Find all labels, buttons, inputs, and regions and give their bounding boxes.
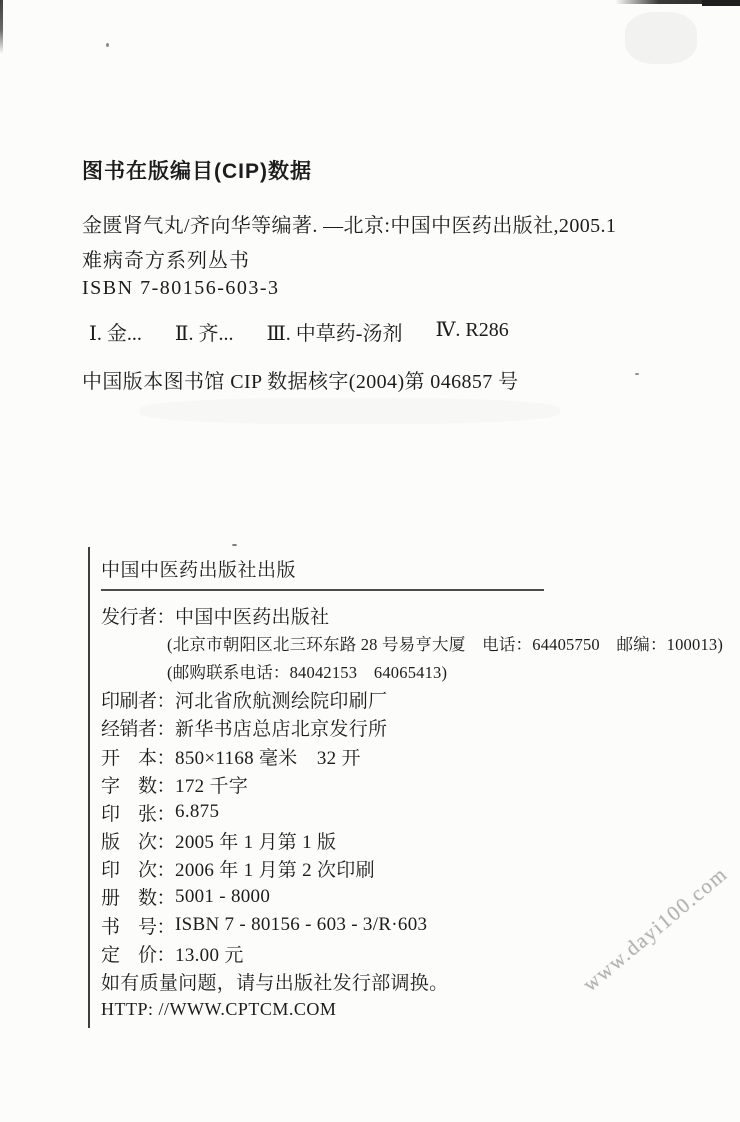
row-value: 172 千字 bbox=[175, 775, 249, 797]
row-value: 5001 - 8000 bbox=[175, 885, 271, 907]
cip-class-item-4: Ⅳ. R286 bbox=[435, 319, 509, 341]
scan-speck bbox=[232, 544, 237, 546]
row-value: ISBN 7 - 80156 - 603 - 3/R·603 bbox=[175, 914, 428, 936]
scan-artifact-top-right-blob bbox=[702, 0, 740, 6]
cip-class-item-2: Ⅱ. 齐... bbox=[174, 323, 234, 345]
scan-artifact-left-edge bbox=[0, 0, 3, 54]
row-value: 6.875 bbox=[175, 801, 220, 823]
row-value: 850×1168 毫米 32 开 bbox=[175, 747, 361, 769]
colophon-row-printer bbox=[101, 686, 588, 714]
colophon-row-seller bbox=[101, 714, 588, 742]
colophon-divider bbox=[101, 589, 544, 591]
colophon-row-quality-note bbox=[101, 967, 588, 995]
colophon-row-printing bbox=[101, 855, 588, 883]
colophon-row-address bbox=[167, 629, 724, 657]
scan-smudge bbox=[140, 398, 560, 424]
colophon-row-edition bbox=[101, 827, 588, 855]
row-value: 中国中医药出版社 bbox=[175, 606, 330, 628]
cip-description-line: 金匮肾气丸/齐向华等编著. —北京:中国中医药出版社,2005.1 bbox=[82, 215, 617, 237]
colophon-row-booknumber bbox=[101, 911, 588, 939]
cip-class-item-1: Ⅰ. 金... bbox=[89, 323, 142, 345]
cip-classification-line bbox=[89, 317, 509, 346]
row-value: 河北省欣航测绘院印刷厂 bbox=[175, 691, 388, 713]
row-text: (邮购联系电话：84042153 64065413) bbox=[167, 663, 448, 683]
row-label: 发行者： bbox=[101, 606, 176, 628]
row-value: 新华书店总店北京发行所 bbox=[175, 719, 388, 741]
row-text: 如有质量问题，请与出版社发行部调换。 bbox=[101, 973, 449, 995]
row-label: 版 次： bbox=[101, 832, 176, 854]
cip-isbn-line: ISBN 7-80156-603-3 bbox=[82, 277, 280, 299]
row-value: 2005 年 1 月第 1 版 bbox=[175, 832, 337, 854]
scan-speck bbox=[106, 43, 109, 47]
colophon-row-copies bbox=[101, 883, 588, 911]
row-text: (北京市朝阳区北三环东路 28 号易亨大厦 电话：64405750 邮编：100013) bbox=[167, 635, 724, 655]
row-text: HTTP: //WWW.CPTCM.COM bbox=[101, 999, 337, 1020]
scan-speck bbox=[635, 373, 639, 375]
colophon-row-distributor bbox=[101, 601, 588, 629]
colophon-row-format bbox=[101, 742, 588, 770]
row-label: 印刷者： bbox=[101, 691, 176, 713]
colophon-row-price bbox=[101, 939, 588, 967]
row-label: 经销者： bbox=[101, 719, 176, 741]
row-label: 印 次： bbox=[101, 860, 176, 882]
row-label: 册 数： bbox=[101, 888, 176, 910]
publisher-heading: 中国中医药出版社出版 bbox=[101, 560, 297, 581]
row-label: 定 价： bbox=[101, 944, 176, 966]
cip-class-item-3: Ⅲ. 中草药-汤剂 bbox=[266, 323, 403, 345]
row-label: 开 本： bbox=[101, 747, 176, 769]
cip-heading: 图书在版编目(CIP)数据 bbox=[82, 160, 312, 183]
cip-series-line: 难病奇方系列丛书 bbox=[82, 250, 250, 272]
cip-record-line: 中国版本图书馆 CIP 数据核字(2004)第 046857 号 bbox=[82, 371, 519, 393]
colophon-row-website bbox=[101, 996, 588, 1024]
row-label: 字 数： bbox=[101, 775, 176, 797]
row-value: 2006 年 1 月第 2 次印刷 bbox=[175, 860, 375, 882]
watermark-text: www.dayi100.com bbox=[577, 861, 732, 997]
colophon-row-sheets bbox=[101, 798, 588, 826]
scan-smudge bbox=[625, 12, 697, 64]
row-label: 书 号： bbox=[101, 916, 176, 938]
row-label: 印 张： bbox=[101, 803, 176, 825]
colophon-row-mailorder-phone bbox=[167, 657, 588, 685]
colophon-row-wordcount bbox=[101, 770, 588, 798]
row-value: 13.00 元 bbox=[175, 944, 244, 966]
